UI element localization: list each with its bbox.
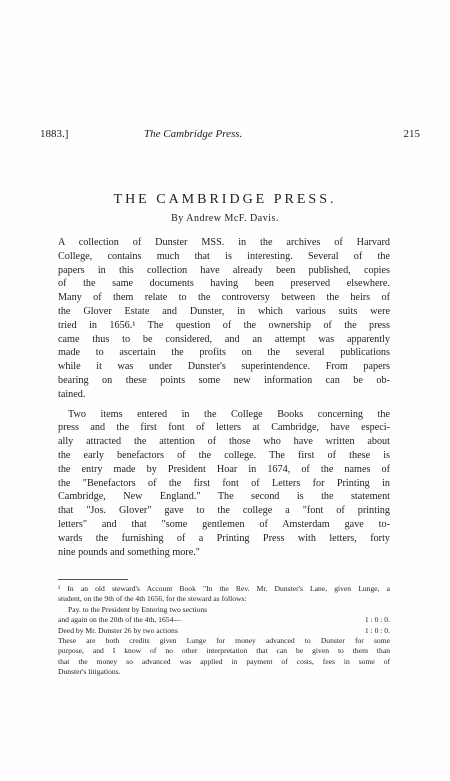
paragraph-line: tained. <box>58 388 86 400</box>
paragraph-line: wards the furnishing of a Printing Press with letters, forty <box>58 532 390 544</box>
footnote-entry <box>58 605 390 615</box>
paragraph-2 <box>58 408 390 560</box>
article-body <box>58 236 390 559</box>
paragraph-line: came thus to be considered, and an attempt was apparently <box>58 333 390 345</box>
paragraph-line: tried in 1656.¹ The question of the ownership of the press <box>58 319 390 331</box>
paragraph-line: the early benefactors of the college. The first of these is <box>58 449 390 461</box>
header-running-title: The Cambridge Press. <box>144 128 243 140</box>
paragraph-line: made to ascertain the profits on the several publications <box>58 347 390 359</box>
paragraph-line: while it was under Dunster's superintendence. From papers <box>58 361 390 373</box>
article-title: THE CAMBRIDGE PRESS. <box>113 192 337 207</box>
paragraph-line: the "Benefactors of the first font of Letters for Printing in <box>58 477 390 489</box>
footnote-entry-text: Pay. to the President by Entering two sections <box>68 604 208 614</box>
footnote-line: purpose, and I know of no other interpretation that can be given to them than <box>58 646 390 656</box>
paragraph-line: Cambridge, New England." The second is the statement <box>58 491 390 503</box>
footnote-entry-text: Deed by Mr. Dunster 26 by two actions <box>58 625 178 635</box>
paragraph-line: A collection of Dunster MSS. in the archives of Harvard <box>58 237 390 248</box>
header-year: 1883.] <box>40 128 69 140</box>
paragraph-line: letters" and that "some gentlemen of Amsterdam gave to- <box>58 518 390 530</box>
paragraph-line: that "Jos. Glover" gave to the college a "font of printing <box>58 505 390 517</box>
footnote-entry-amount: 1 : 0 : 0. <box>364 615 390 625</box>
paragraph-line: of the same documents having been preserved elsewhere. <box>58 278 390 290</box>
article-byline: By Andrew McF. Davis. <box>171 213 279 224</box>
paragraph-line: College, contains much that is interesting. Several of the <box>58 250 390 262</box>
footnote-entry-amount: 1 : 0 : 0. <box>364 625 390 635</box>
paragraph-line: nine pounds and something more." <box>58 546 200 558</box>
paragraph-line: papers in this collection have already been published, copies <box>58 264 390 276</box>
footnote-entry <box>58 626 390 636</box>
paragraph-line: bearing on these points some new information can be ob- <box>58 374 390 386</box>
footnote-line: These are both credits given Lunge for money advanced to Dunster for some <box>58 636 390 646</box>
footnote-line: student, on the 9th of the 4th 1656, for the steward as follows: <box>58 594 247 604</box>
paragraph-line: Two items entered in the College Books concerning the <box>68 408 390 420</box>
paragraph-line: press and the first font of letters at Cambridge, have especi- <box>58 422 390 434</box>
paragraph-line: the entry made by President Hoar in 1674, of the names of <box>58 463 390 475</box>
paragraph-line: Many of them relate to the controversy between the heirs of <box>58 292 390 304</box>
paragraph-line: ally attracted the attention of those who have written about <box>58 436 390 448</box>
running-header <box>40 128 420 142</box>
footnote-line: ¹ In an old steward's Account Book "In the Rev. Mr. Dunster's Lane, given Lunge, a <box>58 584 390 593</box>
footnotes <box>58 584 390 678</box>
paragraph-1 <box>58 236 390 402</box>
footnote-entry <box>58 615 390 625</box>
footnote-line: Dunster's litigations. <box>58 667 121 677</box>
footnote-line: that the money so advanced was applied in payment of costs, fees in some of <box>58 656 390 666</box>
footnote-entry-text: and again on the 20th of the 4th, 1654— <box>58 615 181 625</box>
footnote-divider <box>58 579 128 580</box>
page-number: 215 <box>403 128 420 140</box>
paragraph-line: the Glover Estate and Dunster, in which various suits were <box>58 305 390 317</box>
